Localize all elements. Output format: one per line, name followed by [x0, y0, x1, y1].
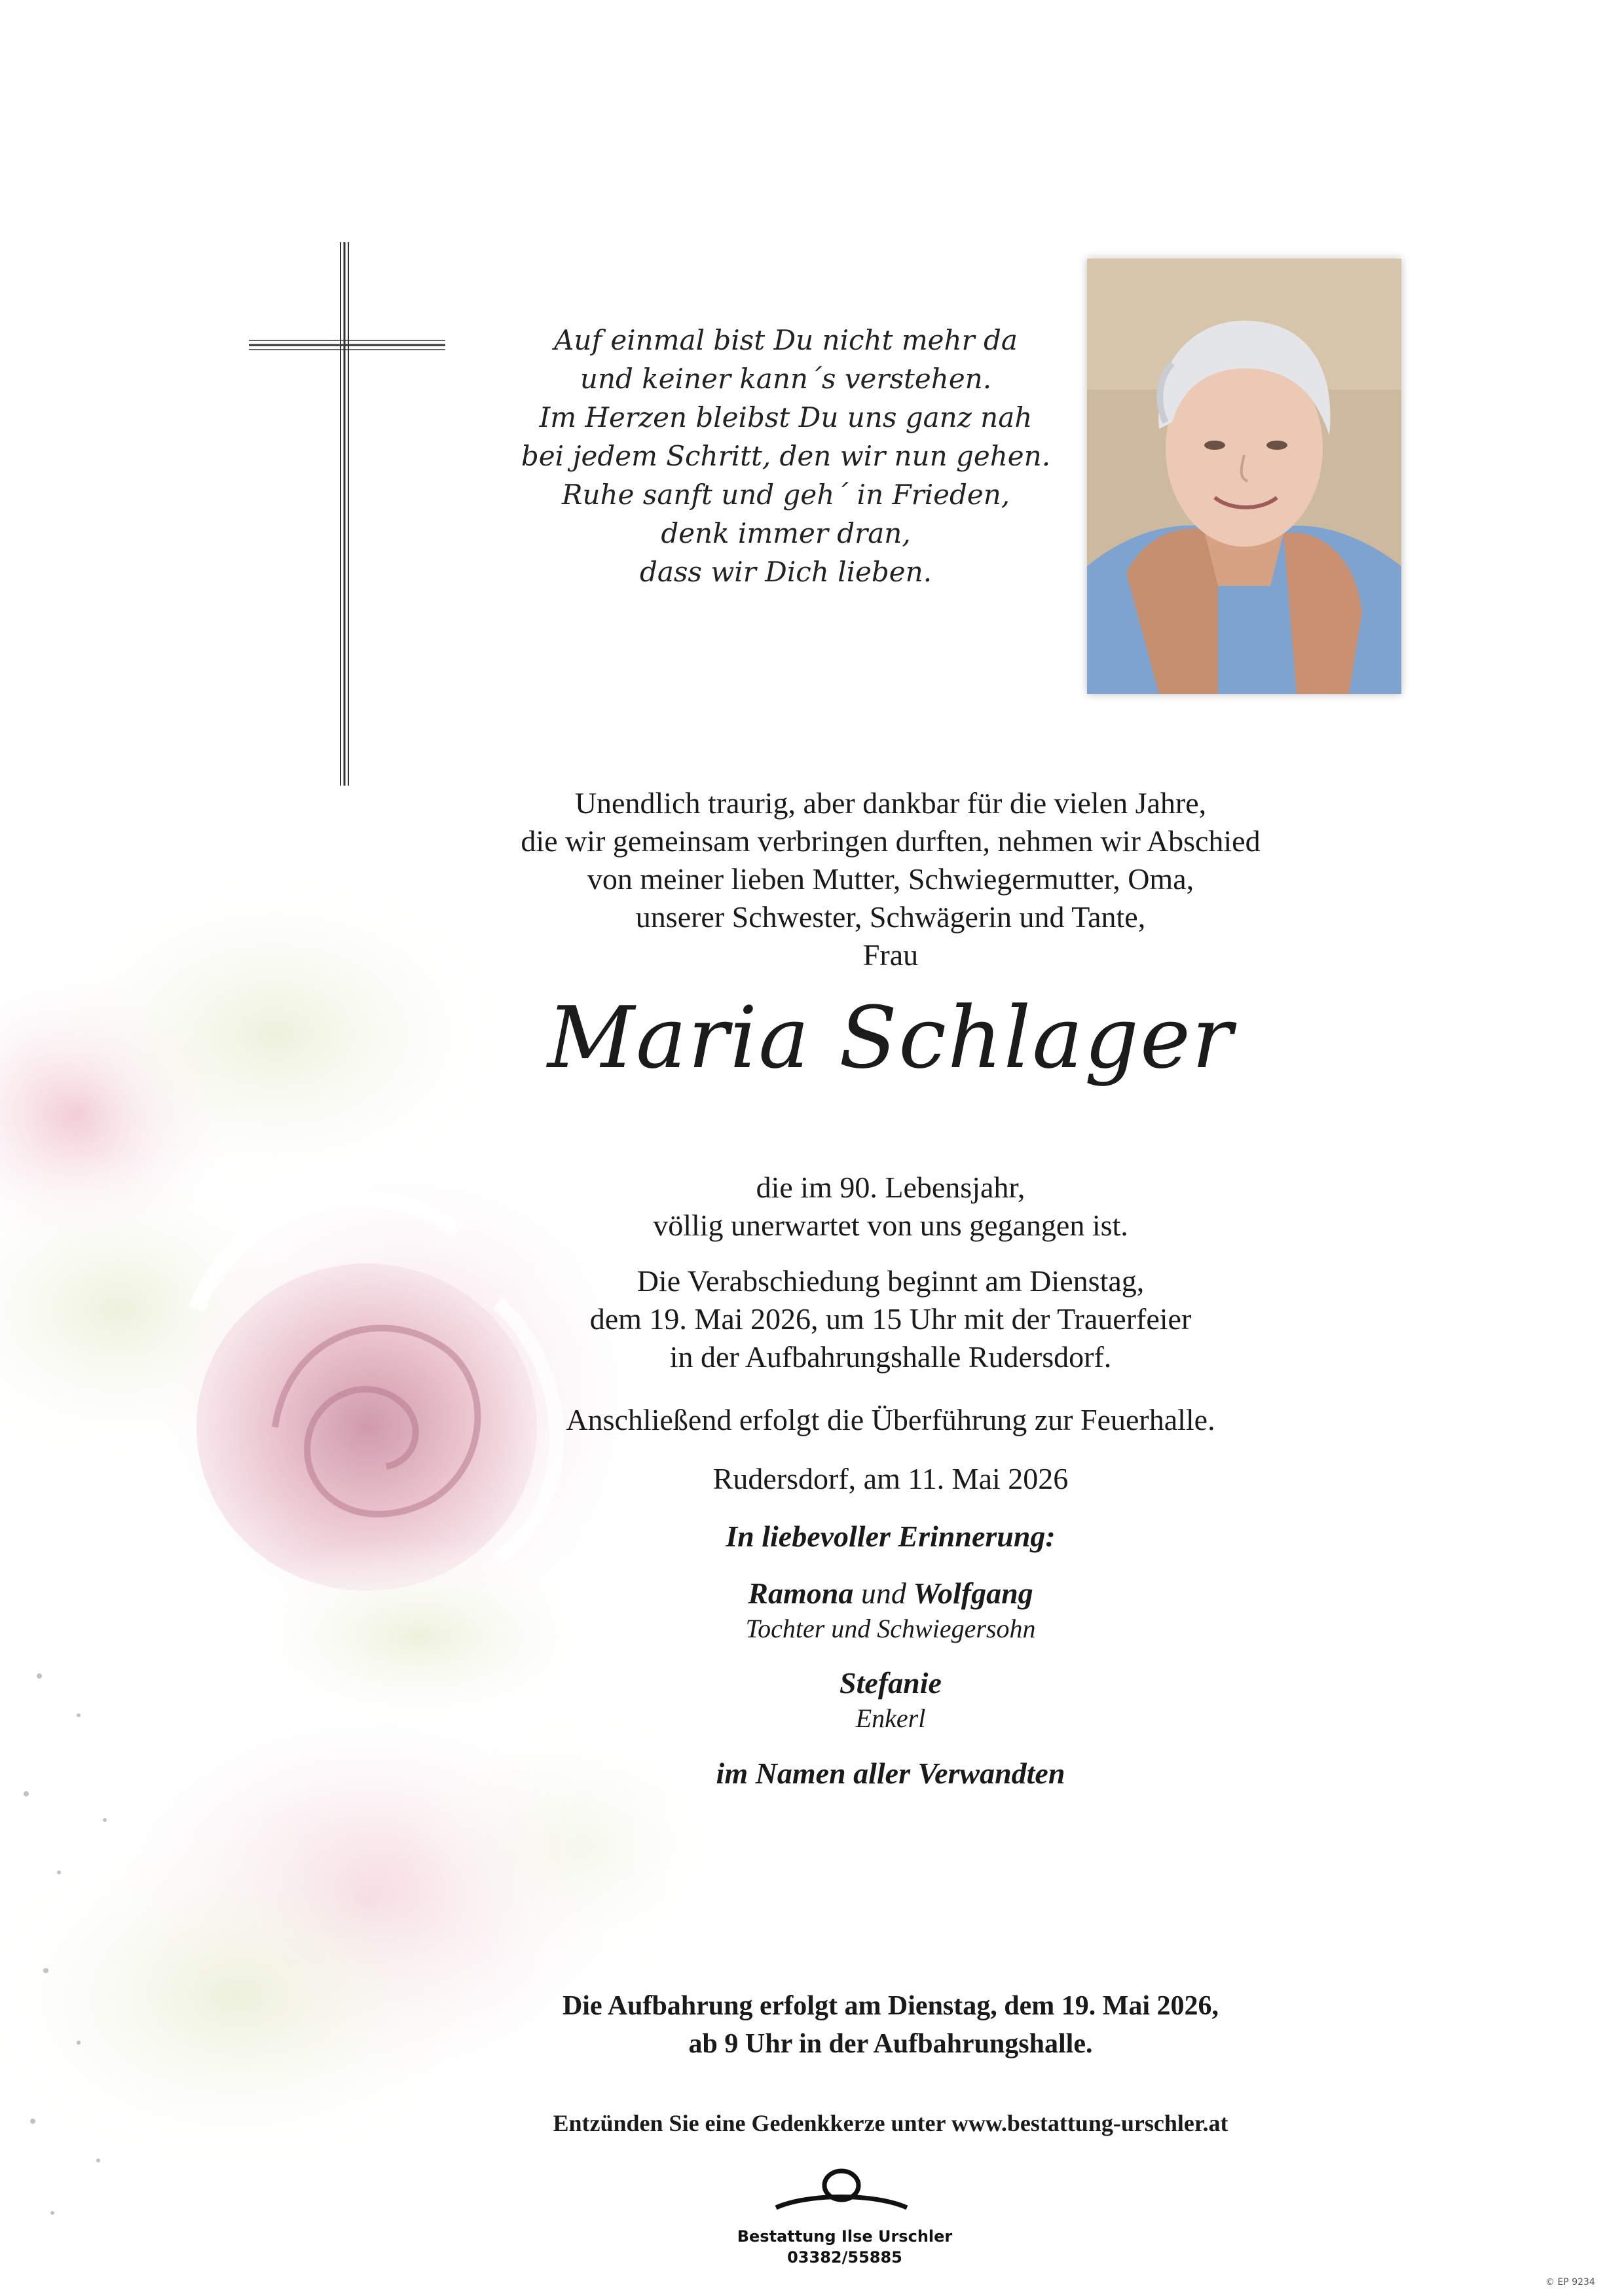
intro-line: Frau [862, 938, 919, 972]
service-line: dem 19. Mai 2026, um 15 Uhr mit der Trauerfeier [589, 1302, 1192, 1336]
candle-note: Entzünden Sie eine Gedenkkerze unter www.bestattung-urschler.at [553, 2110, 1228, 2136]
age-text [393, 1169, 1388, 1245]
deceased-name: Maria Schlager [547, 988, 1234, 1087]
service-line: in der Aufbahrungshalle Rudersdorf. [669, 1340, 1112, 1374]
viewing-note [393, 1987, 1388, 2063]
place-date: Rudersdorf, am 11. Mai 2026 [712, 1462, 1069, 1495]
intro-text [393, 784, 1388, 974]
poem-line: dass wir Dich lieben. [639, 556, 932, 588]
intro-line: von meiner lieben Mutter, Schwiegermutter, Oma, [587, 862, 1194, 896]
intro-line: die wir gemeinsam verbringen durften, nehmen wir Abschied [521, 824, 1261, 858]
age-line: völlig unerwartet von uns gegangen ist. [653, 1209, 1128, 1242]
memorial-poem [445, 321, 1126, 591]
mourner-relation: Enkerl [855, 1704, 926, 1733]
funeral-home-info [688, 2226, 1002, 2268]
intro-line: unserer Schwester, Schwägerin und Tante, [635, 900, 1146, 934]
mourner-group [393, 1664, 1388, 1735]
age-line: die im 90. Lebensjahr, [756, 1171, 1025, 1204]
poem-line: Ruhe sanft und geh´ in Frieden, [561, 479, 1010, 511]
intro-line: Unendlich traurig, aber dankbar für die vielen Jahre, [574, 786, 1207, 820]
funeral-home-logo-icon [769, 2167, 913, 2223]
closing-line: im Namen aller Verwandten [716, 1757, 1065, 1790]
poem-line: Im Herzen bleibst Du uns ganz nah [539, 401, 1033, 433]
mourner-names [393, 1664, 1388, 1702]
portrait-photo [1087, 259, 1401, 694]
poem-line: bei jedem Schritt, den wir nun gehen. [521, 440, 1051, 472]
poem-line: Auf einmal bist Du nicht mehr da [554, 324, 1018, 356]
mourner-relation: Tochter und Schwiegersohn [745, 1614, 1036, 1643]
funeral-home-name: Bestattung Ilse Urschler [737, 2227, 953, 2246]
transfer-note: Anschließend erfolgt die Überführung zur Feuerhalle. [566, 1403, 1215, 1436]
template-code: © EP 9234 [1545, 2277, 1595, 2287]
poem-line: und keiner kann´s verstehen. [580, 363, 992, 395]
mourner-group [393, 1575, 1388, 1645]
cross-icon [249, 242, 445, 786]
mourner-name: Wolfgang [913, 1576, 1033, 1610]
service-line: Die Verabschiedung beginnt am Dienstag, [637, 1264, 1145, 1298]
memory-heading: In liebevoller Erinnerung: [726, 1520, 1056, 1553]
viewing-line: ab 9 Uhr in der Aufbahrungshalle. [688, 2029, 1093, 2059]
mourner-name: Stefanie [840, 1666, 942, 1700]
mourner-name: Ramona [748, 1576, 854, 1610]
mourner-names [393, 1575, 1388, 1613]
poem-line: denk immer dran, [661, 517, 911, 549]
viewing-line: Die Aufbahrung erfolgt am Dienstag, dem 19. Mai 2026, [562, 1991, 1219, 2021]
service-details [393, 1262, 1388, 1376]
mourner-joiner: und [860, 1576, 906, 1610]
funeral-home-phone: 03382/55885 [787, 2248, 902, 2267]
